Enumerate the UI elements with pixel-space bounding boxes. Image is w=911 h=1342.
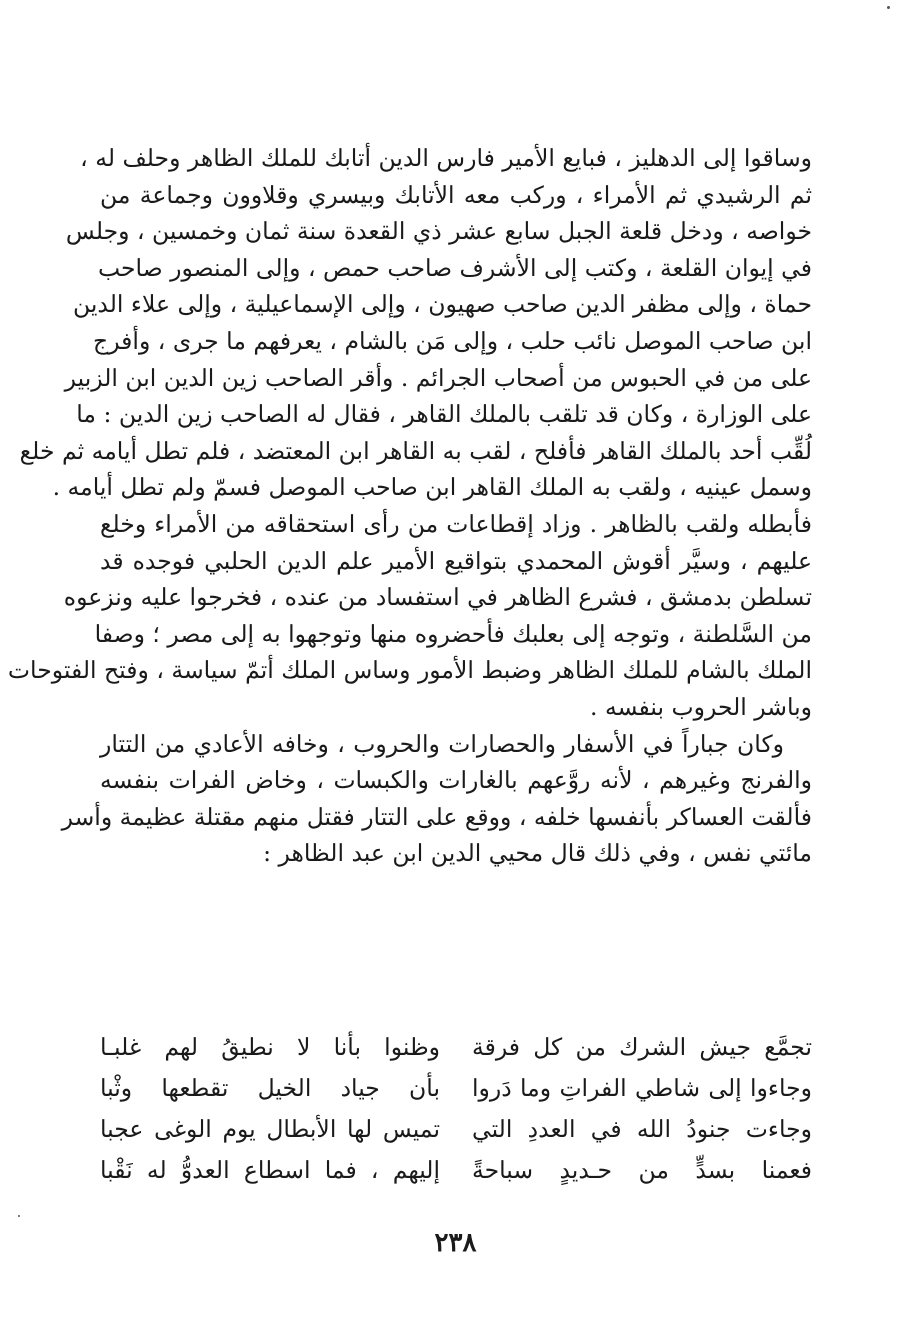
text-line: وسمل عينيه ، ولقب به الملك القاهر ابن صاحب الموصل فسمّ ولم تطل أيامه . [52, 473, 812, 502]
second-hemistich: بأن جياد الخيل تقطعها وثْبا [100, 1074, 440, 1102]
poem-verse [100, 1068, 812, 1109]
text-line: خواصه ، ودخل قلعة الجبل سابع عشر ذي القعدة سنة ثمان وخمسين ، وجلس [65, 217, 812, 246]
text-line: من السَّلطنة ، وتوجه إلى بعلبك فأحضروه منها وتوجهوا به إلى مصر ؛ وصفا [94, 619, 812, 648]
text-line: وساقوا إلى الدهليز ، فبايع الأمير فارس الدين أتابك للملك الظاهر وحلف له ، [80, 144, 812, 172]
text-line: تسلطن بدمشق ، فشرع الظاهر في استفساد من عنده ، فخرجوا عليه ونزعوه [63, 583, 812, 612]
first-hemistich: وجاءت جنودُ الله في العددِ التي [472, 1115, 812, 1143]
page-number: ٢٣٨ [434, 1228, 477, 1258]
scan-speck [18, 1215, 20, 1217]
text-line: الملك بالشام للملك الظاهر وضبط الأمور وساس الملك أتمّ سياسة ، وفتح الفتوحات [7, 656, 812, 685]
text-line: فأبطله ولقب بالظاهر . وزاد إقطاعات من رأى استحقاقه من الأمراء وخلع [100, 509, 812, 538]
text-line: في إيوان القلعة ، وكتب إلى الأشرف صاحب حمص ، وإلى المنصور صاحب [97, 253, 812, 282]
second-hemistich: وظنوا بأنا لا نطيقُ لهم غلبـا [100, 1033, 440, 1061]
text-line: وكان جباراً في الأسفار والحصارات والحروب ، وخافه الأعادي من التتار [100, 729, 784, 758]
scan-speck [887, 6, 890, 9]
text-line: وباشر الحروب بنفسه . [590, 692, 812, 721]
text-line: على من في الحبوس من أصحاب الجرائم . وأقر الصاحب زين الدين ابن الزبير [64, 363, 812, 392]
paragraph [61, 726, 812, 872]
body-text [7, 140, 812, 872]
text-line: على الوزارة ، وكان قد تلقب بالملك القاهر ، فقال له الصاحب زين الدين : ما [76, 400, 812, 429]
text-line: والفرنج وغيرهم ، لأنه روَّعهم بالغارات والكبسات ، وخاض الفرات بنفسه [100, 766, 812, 795]
text-line: حماة ، وإلى مظفر الدين صاحب صهيون ، وإلى الإسماعيلية ، وإلى علاء الدين [73, 290, 812, 319]
text-line: فألقت العساكر بأنفسها خلفه ، ووقع على التتار فقتل منهم مقتلة عظيمة وأسر [61, 802, 812, 831]
text-line: عليهم ، وسيَّر أقوش المحمدي بتواقيع الأمير علم الدين الحلبي فوجده قد [100, 546, 812, 575]
second-hemistich: إليهم ، فما اسطاع العدوُّ له نَقْبا [100, 1156, 440, 1184]
first-hemistich: تجمَّع جيش الشرك من كل فرقة [472, 1033, 812, 1061]
second-hemistich: تميس لها الأبطال يوم الوغى عجبا [100, 1115, 440, 1143]
poem-verse [100, 1109, 812, 1150]
paragraph [7, 140, 812, 726]
poem [100, 1027, 812, 1191]
first-hemistich: فعمنا بسدٍّ من حـديدٍ سباحةً [472, 1156, 812, 1184]
poem-verse [100, 1027, 812, 1068]
text-line: ابن صاحب الموصل نائب حلب ، وإلى مَن بالشام ، يعرفهم ما جرى ، وأفرج [93, 326, 812, 355]
text-line: لُقِّب أحد بالملك القاهر فأفلح ، لقب به القاهر ابن المعتضد ، فلم تطل أيامه ثم خلع [19, 436, 812, 465]
first-hemistich: وجاءوا إلى شاطي الفراتِ وما دَروا [472, 1074, 812, 1102]
text-line: مائتي نفس ، وفي ذلك قال محيي الدين ابن عبد الظاهر : [263, 839, 812, 868]
text-line: ثم الرشيدي ثم الأمراء ، وركب معه الأتابك وبيسري وقلاوون وجماعة من [100, 180, 812, 209]
poem-verse [100, 1150, 812, 1191]
